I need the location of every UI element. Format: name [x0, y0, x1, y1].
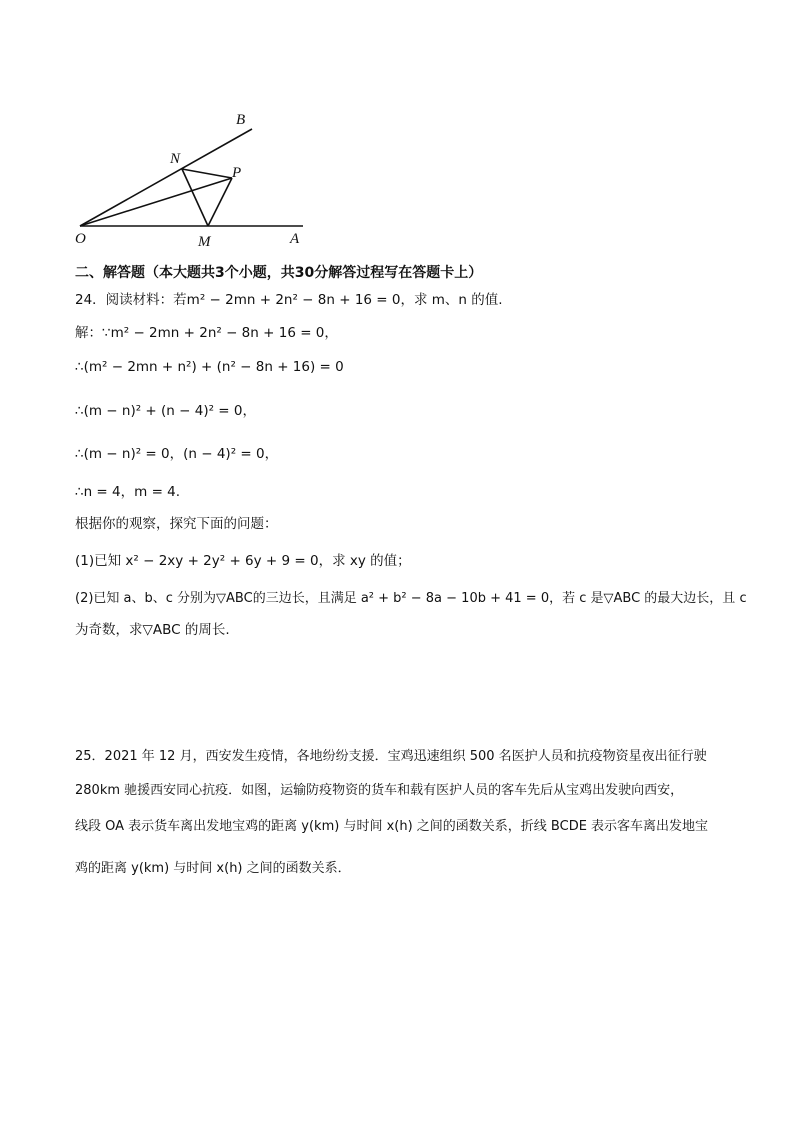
label-B: B [236, 112, 246, 128]
section-title: 二、解答题（本大题共3个小题，共30分解答过程写在答题卡上） [75, 265, 483, 281]
segment-NM [182, 169, 208, 226]
segment-OP [80, 178, 232, 226]
q25-line-2: 280km 驰援西安同心抗疫．如图，运输防疫物资的货车和载有医护人员的客车先后从宝鸡出发驶向西安， [75, 783, 684, 798]
q24-intro: 24．阅读材料：若m² − 2mn + 2n² − 8n + 16 = 0，求 m、n 的值. [75, 292, 503, 308]
geometry-figure [60, 100, 320, 250]
q25-line-4: 鸡的距离 y(km) 与时间 x(h) 之间的函数关系． [75, 861, 351, 876]
q24-solution-line-4: ∴(m − n)² = 0，(n − 4)² = 0， [75, 446, 279, 462]
label-N: N [170, 151, 181, 167]
label-A: A [290, 231, 300, 247]
q24-part1: (1)已知 x² − 2xy + 2y² + 6y + 9 = 0，求 xy 的值； [75, 553, 411, 569]
q24-part2-line1: (2)已知 a、b、c 分别为▽ABC的三边长，且满足 a² + b² − 8a − 10b + 41 = 0，若 c 是▽ABC 的最大边长，且 c [75, 591, 747, 606]
q24-solution-line-2: ∴(m² − 2mn + n²) + (n² − 8n + 16) = 0 [75, 359, 344, 375]
q24-solution-line-1: 解：∵m² − 2mn + 2n² − 8n + 16 = 0， [75, 325, 338, 341]
q24-part2-line2: 为奇数，求▽ABC 的周长. [75, 622, 230, 638]
label-O: O [75, 231, 86, 247]
label-M: M [198, 234, 211, 250]
q25-line-1: 25．2021 年 12 月，西安发生疫情，各地纷纷支援．宝鸡迅速组织 500 名医护人员和抗疫物资星夜出征行驶 [75, 749, 707, 764]
q25-line-3: 线段 OA 表示货车离出发地宝鸡的距离 y(km) 与时间 x(h) 之间的函数关系，折线 BCDE 表示客车离出发地宝 [75, 819, 709, 834]
q24-prompt: 根据你的观察，探究下面的问题： [75, 516, 278, 532]
q24-solution-line-5: ∴n = 4，m = 4. [75, 484, 181, 500]
segment-NP [182, 169, 232, 178]
q24-solution-line-3: ∴(m − n)² + (n − 4)² = 0， [75, 403, 256, 419]
label-P: P [232, 165, 242, 181]
